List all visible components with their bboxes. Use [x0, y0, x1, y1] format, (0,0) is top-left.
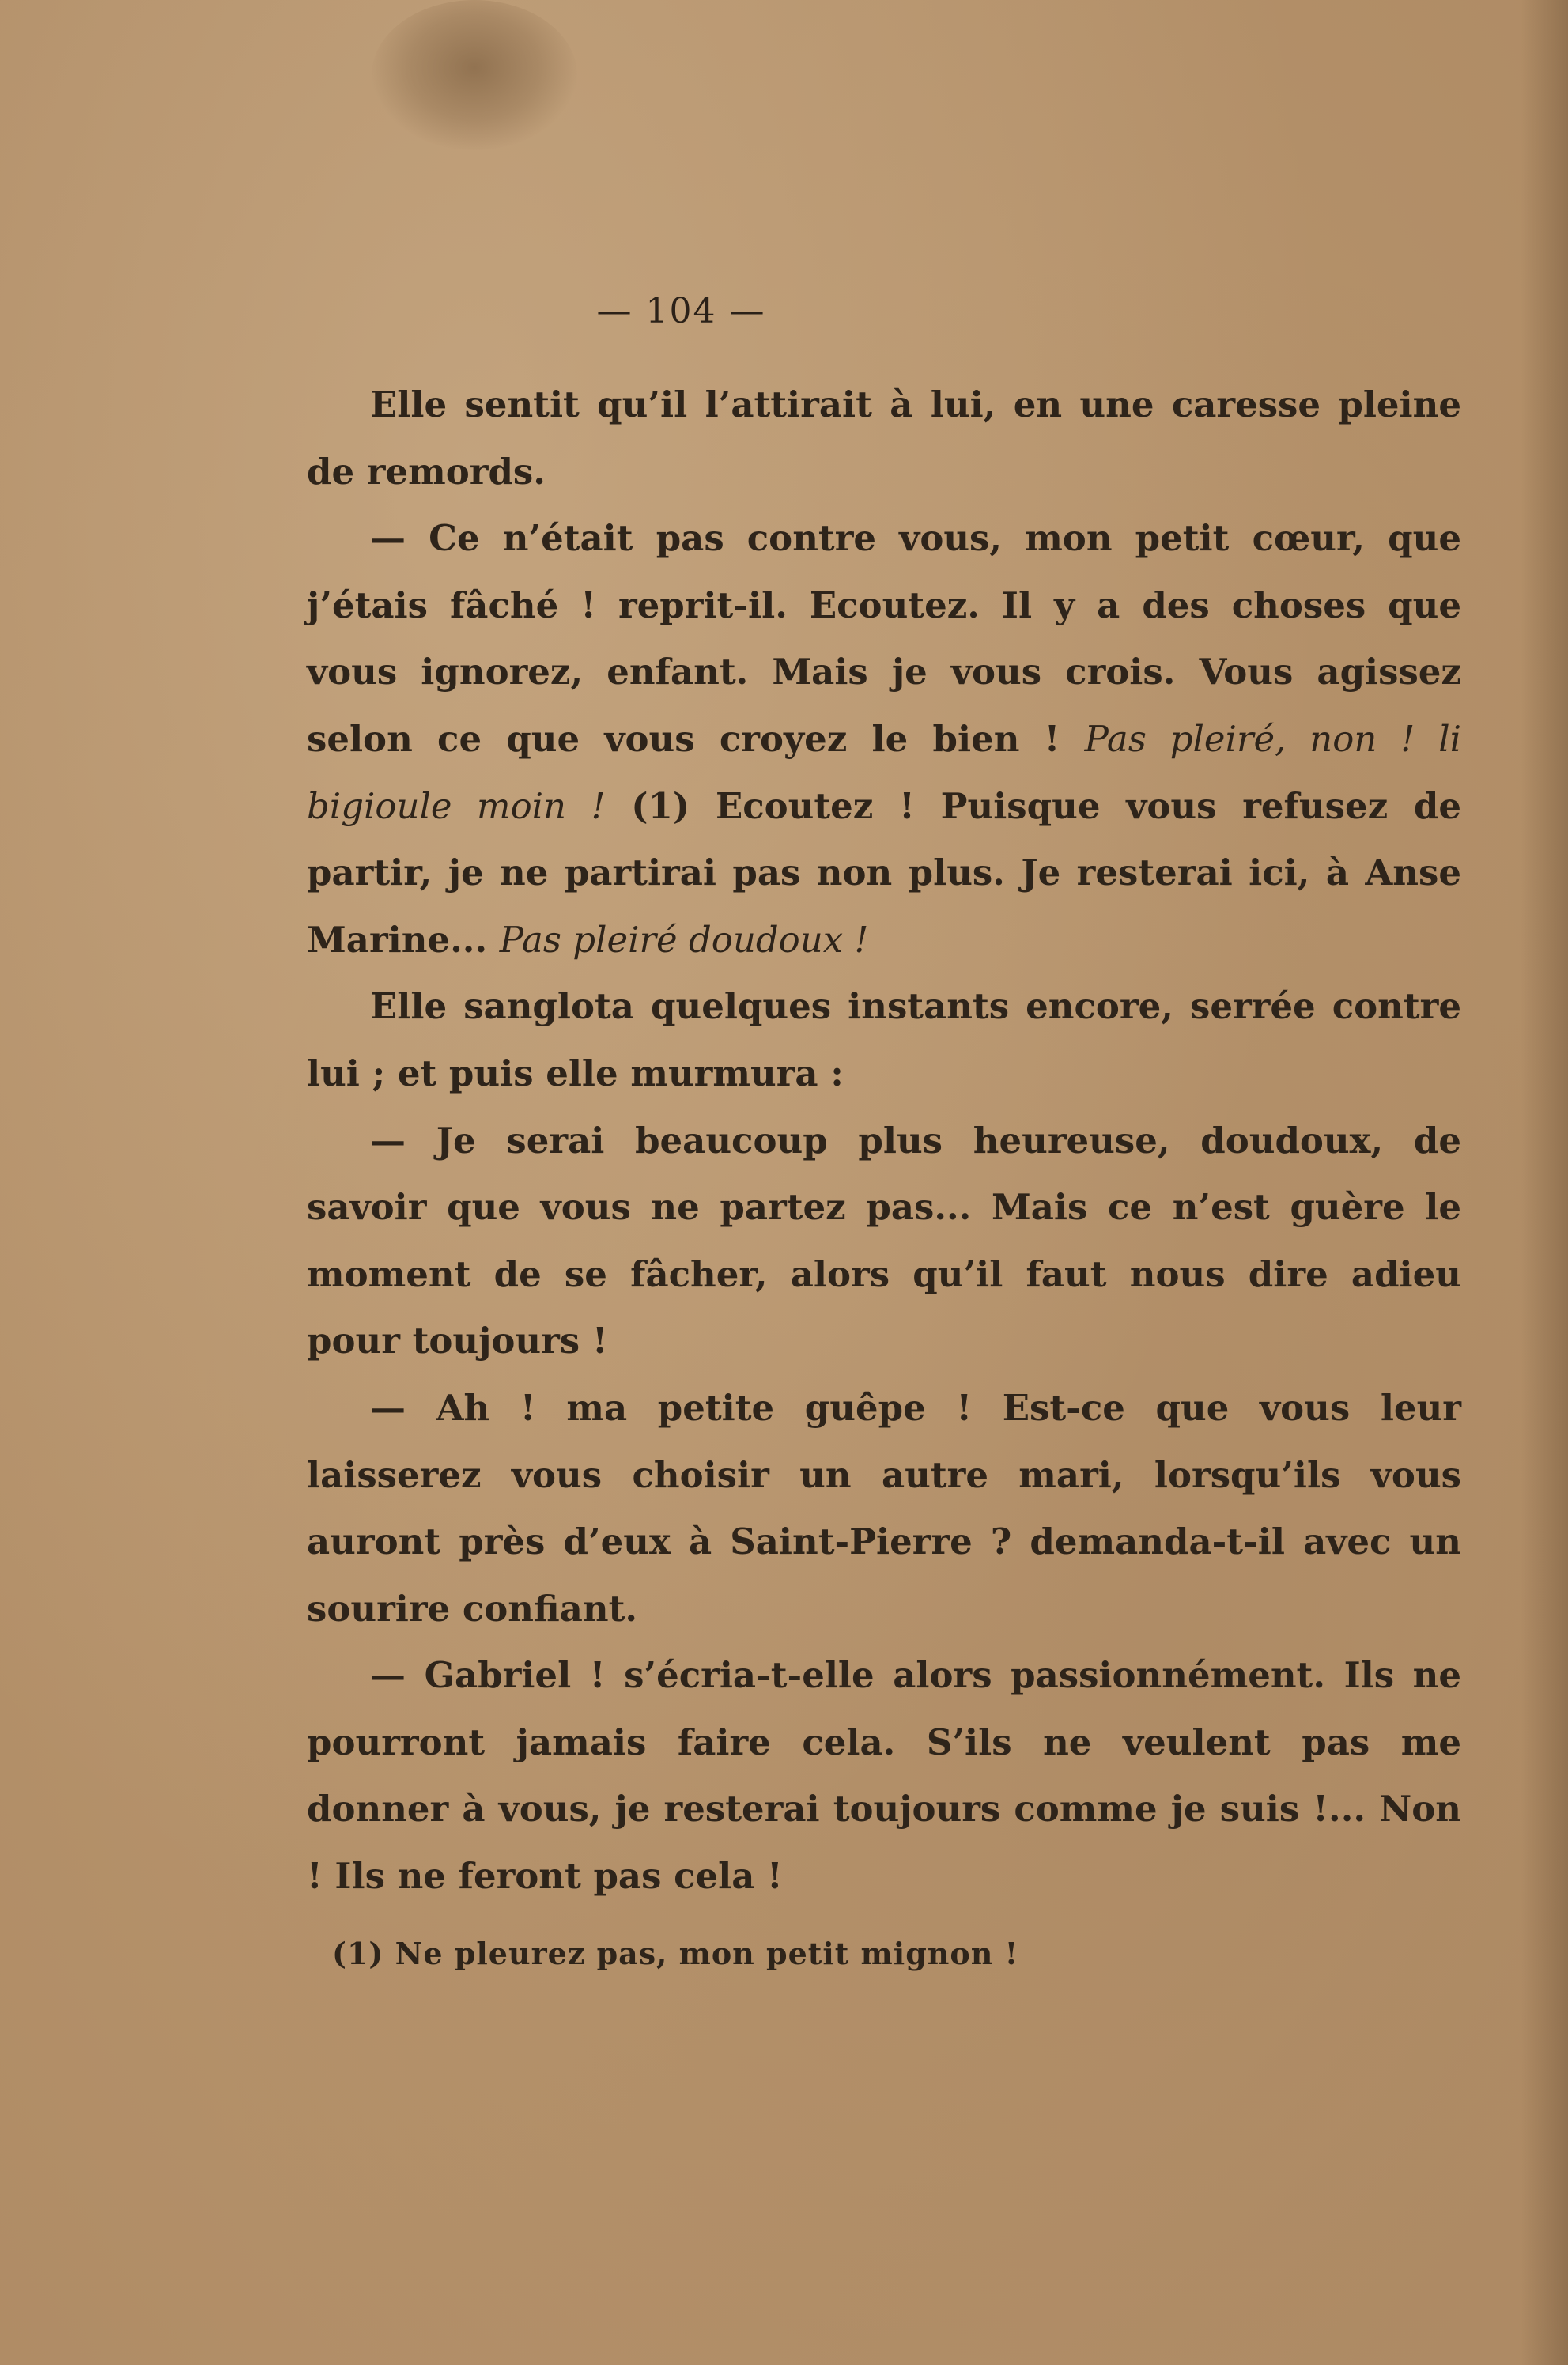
page-number: — 104 — [596, 291, 766, 331]
paragraph-5 [307, 1375, 1461, 1642]
paragraph-3 [307, 973, 1461, 1107]
paragraph-text: — Ce n’était pas contre vous, mon petit cœur, que j’étais fâché ! reprit-il. Ecoutez. Il y a des choses que vous ignorez, enfant. Mais je vous crois. Vous agissez selon ce que vous croyez le bien ! [307, 517, 1461, 760]
body-text [307, 372, 1461, 1910]
paragraph-text: Elle sanglota quelques instants encore, serrée contre lui ; et puis elle murmura : [307, 985, 1461, 1094]
footnote: (1) Ne pleurez pas, mon petit mignon ! [332, 1936, 1019, 1971]
paper-stain [372, 0, 577, 150]
paragraph-text: Elle sentit qu’il l’attirait à lui, en une caresse pleine de remords. [307, 383, 1461, 493]
page-edge-shadow [1521, 0, 1568, 2365]
paragraph-4 [307, 1108, 1461, 1375]
paragraph-2 [307, 505, 1461, 973]
paragraph-text: (1) Ecoutez ! Puisque vous refusez de partir, je ne partirai pas non plus. Je resterai ici, à Anse Marine... [307, 784, 1461, 961]
creole-phrase: Pas pleiré doudoux ! [499, 918, 869, 961]
paragraph-6 [307, 1642, 1461, 1910]
creole-phrase: Pas pleiré, non ! li bigioule moin ! [307, 717, 1461, 827]
paragraph-text: — Je serai beaucoup plus heureuse, doudoux, de savoir que vous ne partez pas... Mais ce n’est guère le moment de se fâcher, alors qu’il faut nous dire adieu pour toujours ! [307, 1119, 1461, 1362]
paragraph-text: — Ah ! ma petite guêpe ! Est-ce que vous leur laisserez vous choisir un autre mari, lorsqu’ils vous auront près d’eux à Saint-Pierre ? demanda-t-il avec un sourire confiant. [307, 1386, 1461, 1630]
paragraph-1 [307, 372, 1461, 505]
paragraph-text: — Gabriel ! s’écria-t-elle alors passionnément. Ils ne pourront jamais faire cela. S’ils ne veulent pas me donner à vous, je resterai toujours comme je suis !... Non ! Ils ne feront pas cela ! [307, 1654, 1461, 1898]
